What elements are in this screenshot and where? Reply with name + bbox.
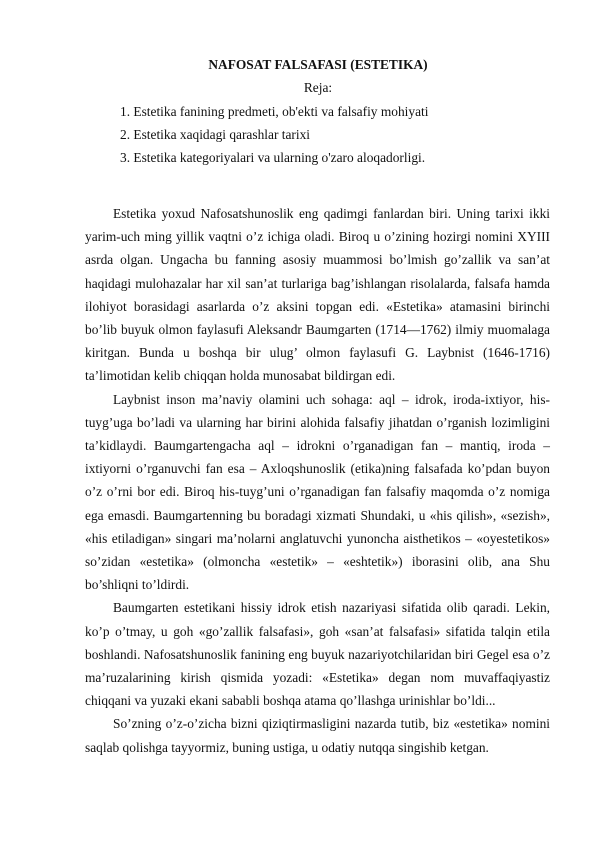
- paragraph: Baumgarten estetikani hissiy idrok etish nazariyasi sifatida olib qaradi. Lekin, ko’p o’tmay, u goh «go’zallik falsafasi», goh «san’at falsafasi» sifatida talqin etila boshlandi. Nafosatshunoslik fanining eng buyuk nazariyotchilaridan biri Gegel esa o’z ma’ruzalarining kirish qismida yozadi: «Estetika» degan nom muvaffaqiyastiz chiqqani va yuzaki ekani sababli boshqa atama qo’llashga urinishlar bo’ldi...: [85, 600, 550, 709]
- paragraph: Estetika yoxud Nafosatshunoslik eng qadimgi fanlardan biri. Uning tarixi ikki yarim-uch ming yillik vaqtni o’z ichiga oladi. Biroq u o’zining hozirgi nomini XYIII asrda olgan. Ungacha bu fanning asosiy muammosi bo’lmish go’zallik va san’at haqidagi mulohazalar har xil san’at turlariga bag’ishlangan risolalarda, falsafa hamda ilohiyot borasidagi asarlarda o’z aksini topgan edi. «Estetika» atamasini birinchi bo’lib buyuk olmon faylasufi Aleksandr Baumgarten (1714—1762) ilmiy muomalaga kiritgan. Bunda u boshqa bir ulug’ olmon faylasufi G. Laybnist (1646-1716) ta’limotidan kelib chiqqan holda munosabat bildirgan edi.: [85, 206, 550, 384]
- plan-item: 3. Estetika kategoriyalari va ularning o'zaro aloqadorligi.: [120, 150, 426, 165]
- plan-label: Reja:: [303, 80, 333, 95]
- body-text: [85, 202, 550, 759]
- paragraph: So’zning o’z-o’zicha bizni qiziqtirmasligini nazarda tutib, biz «estetika» nomini saqlab qolishga tayyormiz, buning ustiga, u odatiy nutqqa singishib ketgan.: [85, 716, 550, 755]
- plan-item: 1. Estetika fanining predmeti, ob'ekti va falsafiy mohiyati: [120, 104, 429, 119]
- document-title: NAFOSAT FALSAFASI (ESTETIKA): [208, 57, 428, 72]
- plan-item: 2. Estetika xaqidagi qarashlar tarixi: [120, 127, 311, 142]
- plan-list: [120, 104, 428, 173]
- paragraph: Laybnist inson ma’naviy olamini uch sohaga: aql – idrok, iroda-ixtiyor, his-tuyg’uga bo’ladi va ularning har birini alohida falsafiy jihatdan o’rganish lozimligini ta’kidlaydi. Baumgartengacha aql – idrokni o’rganadigan fan – mantiq, iroda – ixtiyorni o’rganuvchi fan esa – Axloqshunoslik (etika)ning falsafada ko’pdan buyon o’z o’rni bor edi. Biroq his-tuyg’uni o’rganadigan fan falsafiy maqomda o’z nomiga ega emasdi. Baumgartenning bu boradagi xizmati Shundaki, u «his qilish», «sezish», «his etiladigan» singari ma’nolarni anglatuvchi yunoncha aisthetikos – «oyestetikos» so’zidan «estetika» (olmoncha «estetik» – «eshtetik») iborasini olib, ana Shu bo’shliqni to’ldirdi.: [85, 391, 550, 593]
